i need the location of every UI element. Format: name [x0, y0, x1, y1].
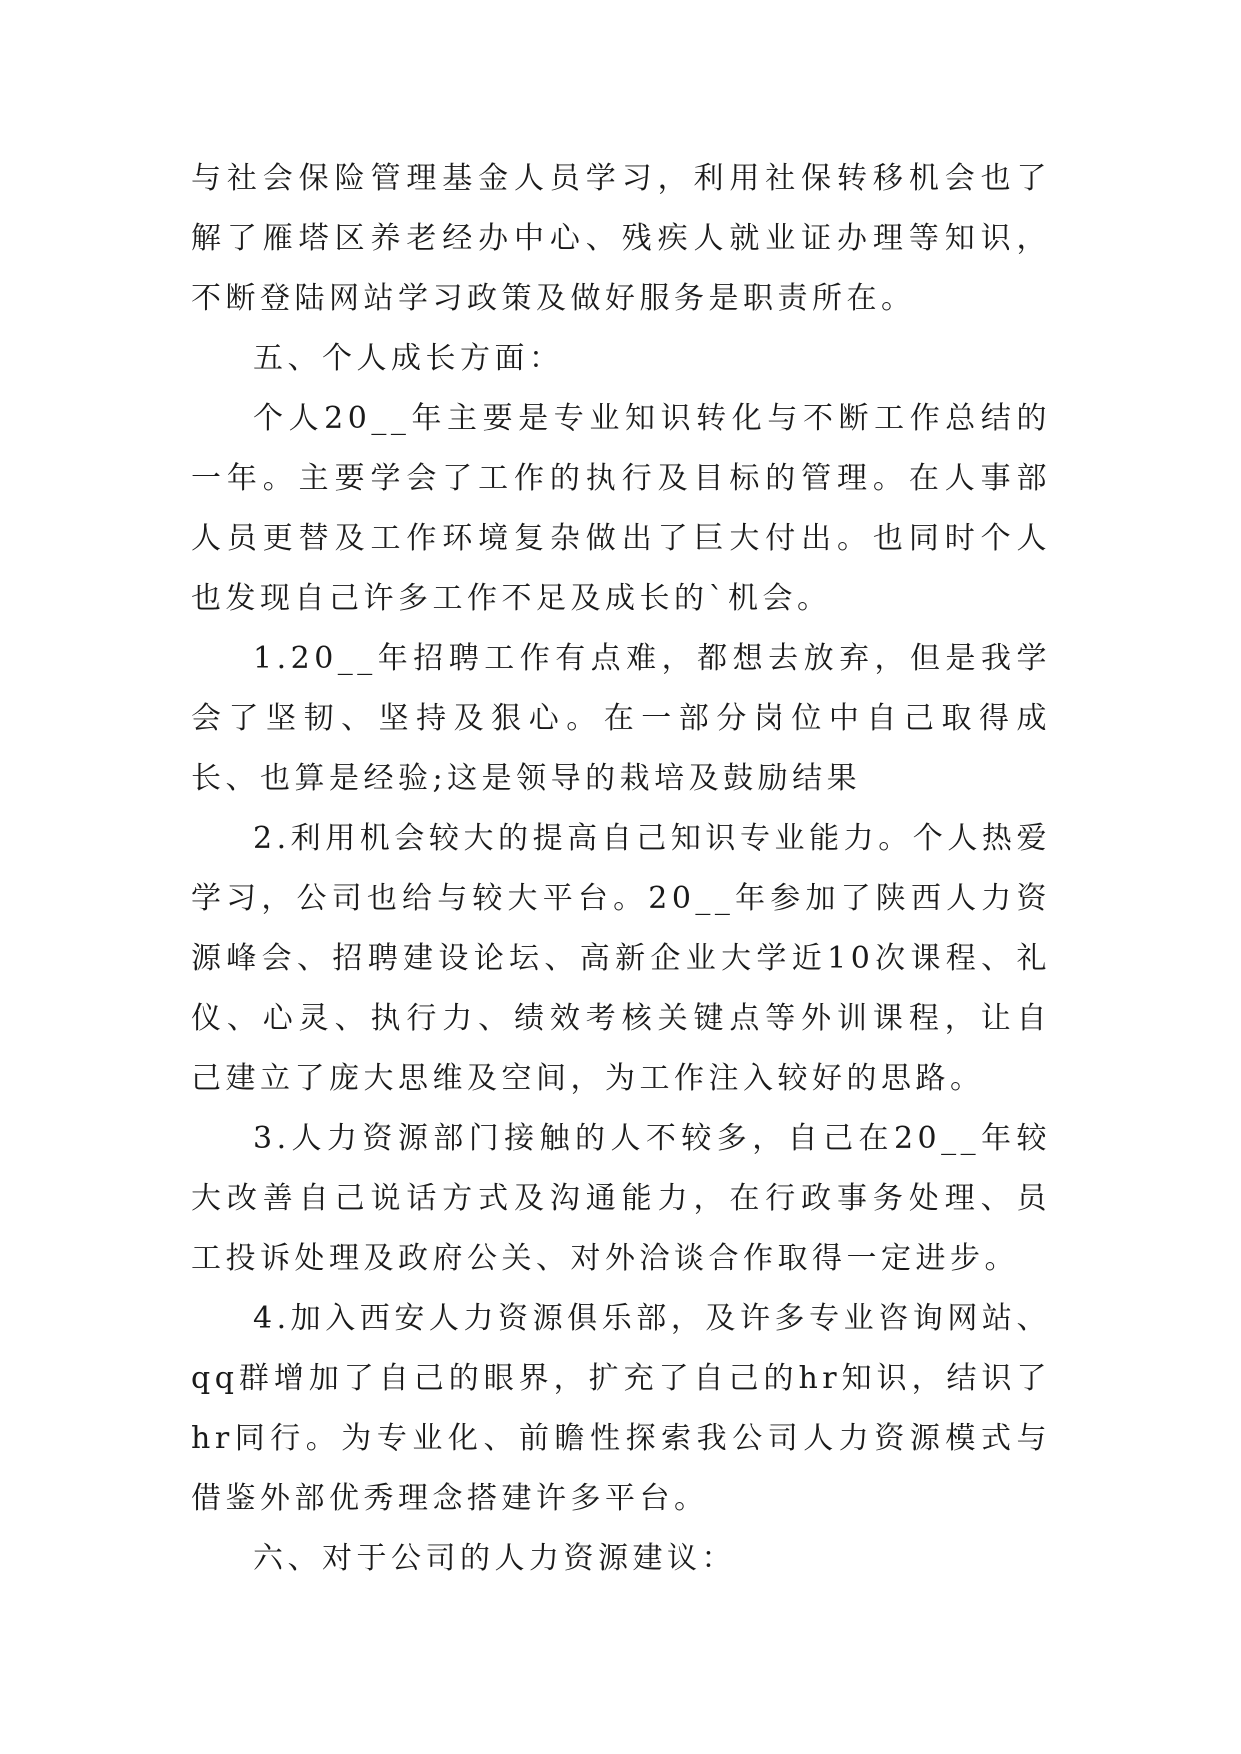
list-item-communication: 3.人力资源部门接触的人不较多，自己在20__年较大改善自己说话方式及沟通能力，在行政事务处理、员工投诉处理及政府公关、对外洽谈合作取得一定进步。 [191, 1121, 1051, 1276]
document-body [191, 149, 1051, 1589]
paragraph-social-insurance: 与社会保险管理基金人员学习，利用社保转移机会也了解了雁塔区养老经办中心、残疾人就业证办理等知识，不断登陆网站学习政策及做好服务是职责所在。 [191, 161, 1051, 316]
list-item-professional-ability: 2.利用机会较大的提高自己知识专业能力。个人热爱学习，公司也给与较大平台。20__年参加了陕西人力资源峰会、招聘建设论坛、高新企业大学近10次课程、礼仪、心灵、执行力、绩效考核关键点等外训课程，让自己建立了庞大思维及空间，为工作注入较好的思路。 [191, 821, 1051, 1096]
paragraph-personal-summary: 个人20__年主要是专业知识转化与不断工作总结的一年。主要学会了工作的执行及目标的管理。在人事部人员更替及工作环境复杂做出了巨大付出。也同时个人也发现自己许多工作不足及成长的`机会。 [191, 401, 1051, 616]
section-heading-hr-suggestions: 六、对于公司的人力资源建议： [253, 1541, 736, 1576]
list-item-recruitment: 1.20__年招聘工作有点难，都想去放弃，但是我学会了坚韧、坚持及狠心。在一部分岗位中自己取得成长、也算是经验;这是领导的栽培及鼓励结果 [191, 641, 1051, 796]
list-item-hr-club: 4.加入西安人力资源俱乐部，及许多专业咨询网站、qq群增加了自己的眼界，扩充了自己的hr知识，结识了hr同行。为专业化、前瞻性探索我公司人力资源模式与借鉴外部优秀理念搭建许多平台。 [191, 1301, 1051, 1516]
section-heading-personal-growth: 五、个人成长方面： [253, 341, 564, 376]
